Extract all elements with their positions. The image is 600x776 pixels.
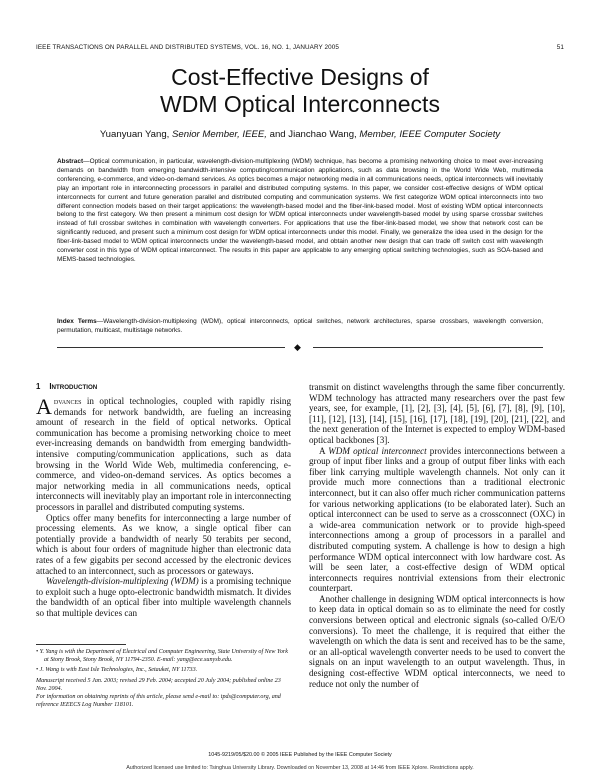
author-1: Yuanyuan Yang, <box>99 129 170 140</box>
body-column-right <box>309 382 565 689</box>
page-number: 51 <box>556 44 564 51</box>
title-line-2: WDM Optical Interconnects <box>160 91 440 117</box>
section-title-initial: I <box>49 382 52 391</box>
index-terms-label: Index Terms <box>57 318 97 325</box>
footnote-rule <box>36 644 126 645</box>
paragraph <box>309 446 565 594</box>
body-column-left <box>36 396 291 618</box>
footer: 1045-9219/05/$20.00 © 2005 IEEE Published by the IEEE Computer Society <box>208 752 392 758</box>
section-title-rest: NTRODUCTION <box>51 384 98 391</box>
footnote: Manuscript received 5 Jan. 2003; revised 29 Feb. 2004; accepted 20 July 2004; published online 23 Nov. 2004. <box>36 678 281 692</box>
paragraph: Optics offer many benefits for interconnecting a large number of processing elements. As we know, a single optical fiber can potentially provide a bandwidth of nearly 50 terabits per second, which is about four orders of magnitude higher than electronic data rates of a few gigabits per second accessed by the electronic devices attached to an interconnect, such as processors or gateways. <box>36 512 291 576</box>
author-2-role: Member, IEEE Computer Society <box>359 129 501 140</box>
term: Wavelength-division-multiplexing (WDM) <box>46 576 199 587</box>
author-2: and Jianchao Wang, <box>269 129 357 140</box>
drop-cap: A <box>36 394 52 419</box>
footnotes <box>36 644 292 709</box>
license-notice: Authorized licensed use limited to: Tsinghua University Library. Downloaded on November 13, 2008 at 14:46 from IEEE Xplore. Restrictions apply. <box>126 765 474 771</box>
term: WDM optical interconnect <box>328 445 427 456</box>
divider-line-left <box>57 347 285 348</box>
abstract-text: —Optical communication, in particular, wavelength-division-multiplexing (WDM) technique, has become a promising networking choice to meet ever-increasing demands on bandwidth from emerging bandwidth-intensive computing/communication applications, such as data browsing in the World Wide Web, multimedia conferencing, e-commerce, and video-on-demand services. As optics becomes a major networking media in all communications needs, optical interconnects will inevitably play an important role in interconnecting processors in parallel and distributed computing systems. In this paper, we consider cost-effective designs of WDM optical interconnects for current and future generation parallel and distributed computing and communication systems. We first categorize WDM optical interconnects into two different connection models based on their target applications: the wavelength-based model and the fiber-link-based model. Most of existing WDM optical interconnects belong to the first category. We then present a minimum cost design for WDM optical interconnects under wavelength-based model by using sparse crossbar switches instead of full crossbar switches in combination with wavelength converters. For applications that use the fiber-link-based model, we show that network cost can be significantly reduced, and present such a minimum cost design for WDM optical interconnects under this model. Finally, we generalize the idea used in the design for the fiber-link-based model to WDM optical interconnects under the wavelength-based model, and obtain another new design that can trade off switch cost with wavelength converter cost in this type of WDM optical interconnect. The results in this paper are applicable to any emerging optical switching technologies, such as SOA-based and MEMS-based technologies. <box>57 158 543 263</box>
diamond-icon: ◆ <box>294 342 301 352</box>
section-heading <box>36 382 97 391</box>
footnote: • J. Wang is with East Isle Technologies, Inc., Setauket, NY 11733. <box>36 667 198 673</box>
running-head <box>36 44 564 51</box>
paragraph <box>36 396 291 513</box>
paragraph-text: in optical technologies, coupled with rapidly rising demands for network bandwidth, are fueling an increasing amount of research in the field of optical networks. Optical communication has become a promising networking choice to meet ever-increasing demands on bandwidth from emerging bandwidth-intensive computing/communication applications, such as data browsing in the World Wide Web, multimedia conferencing, e-commerce, and video-on-demand services. As optics becomes a major networking media in all communications needs, optical interconnects will inevitably play an important role in interconnecting processors in parallel and distributed computing systems. <box>36 396 291 512</box>
footnote: • Y. Yang is with the Department of Electrical and Computer Engineering, State University of New York at Stony Brook, Stony Brook, NY 11794-2350. E-mail: yang@ece.sunysb.edu. <box>36 649 288 663</box>
paragraph <box>36 576 291 618</box>
index-terms <box>57 318 543 336</box>
paragraph: Another challenge in designing WDM optical interconnects is how to keep data in optical domain so as to eliminate the need for costly conversions between optical and electronic signals (so-called O/E/O conversions). To meet the challenge, it is required that either the wavelength on which the data is sent and received has to be the same, or an all-optical wavelength converter needs to be used to convert the signals on an input wavelength to an output wavelength. Thus, in designing cost-effective WDM optical interconnects, we need to reduce not only the number of <box>309 593 565 689</box>
paragraph-text: provides interconnections between a group of input fiber links and a group of output fiber links with each fiber link carrying multiple wavelength channels. Not only can it provide much more connections than a traditional electronic interconnect, but it can also offer much richer communication patterns for various networking applications (to be elaborated later). Such an optical interconnect can be used to serve as a crossconnect (OXC) in a wide-area communication network or to provide high-speed interconnections among a group of processors in a parallel and distributed computing system. A challenge is how to design a high performance WDM optical interconnect with low hardware cost. As will be seen later, a cost-effective design of WDM optical interconnects requires nontrivial extensions from their electronic counterpart. <box>309 445 566 594</box>
abstract <box>57 158 543 265</box>
divider-line-right <box>313 347 543 348</box>
paragraph-text: is a promising technique to exploit such a huge opto-electronic bandwidth mismatch. It divides the bandwidth of an optical fiber into multiple wavelength channels so that multiple devices can <box>36 576 291 618</box>
paragraph: transmit on distinct wavelengths through the same fiber concurrently. WDM technology has attracted many researchers over the past few years, see, for example, [1], [2], [3], [4], [5], [6], [7], [8], [9], [10], [11], [12], [13], [14], [15], [16], [17], [18], [19], [20], [21], [22], and the next generation of the Internet is expected to employ WDM-based optical backbones [3]. <box>309 382 565 445</box>
author-1-role: Senior Member, IEEE, <box>172 129 267 140</box>
authors <box>0 129 600 140</box>
footnote: For information on obtaining reprints of this article, please send e-mail to: tpds@computer.org, and reference IEEECS Log Number 118101. <box>36 694 281 708</box>
section-number: 1 <box>36 382 41 391</box>
section-divider <box>57 341 543 353</box>
title-line-1: Cost-Effective Designs of <box>171 64 429 90</box>
index-terms-text: —Wavelength-division-multiplexing (WDM), optical interconnects, optical switches, network architectures, sparse crossbars, wavelength conversion, permutation, multicast, multistage networks. <box>57 318 543 334</box>
journal-info: IEEE TRANSACTIONS ON PARALLEL AND DISTRIBUTED SYSTEMS, VOL. 16, NO. 1, JANUARY 2005 <box>36 44 339 51</box>
paper-title <box>0 64 600 118</box>
paragraph-text: A <box>319 445 329 456</box>
lead-in: dvances <box>53 396 82 406</box>
abstract-label: Abstract <box>57 158 84 165</box>
